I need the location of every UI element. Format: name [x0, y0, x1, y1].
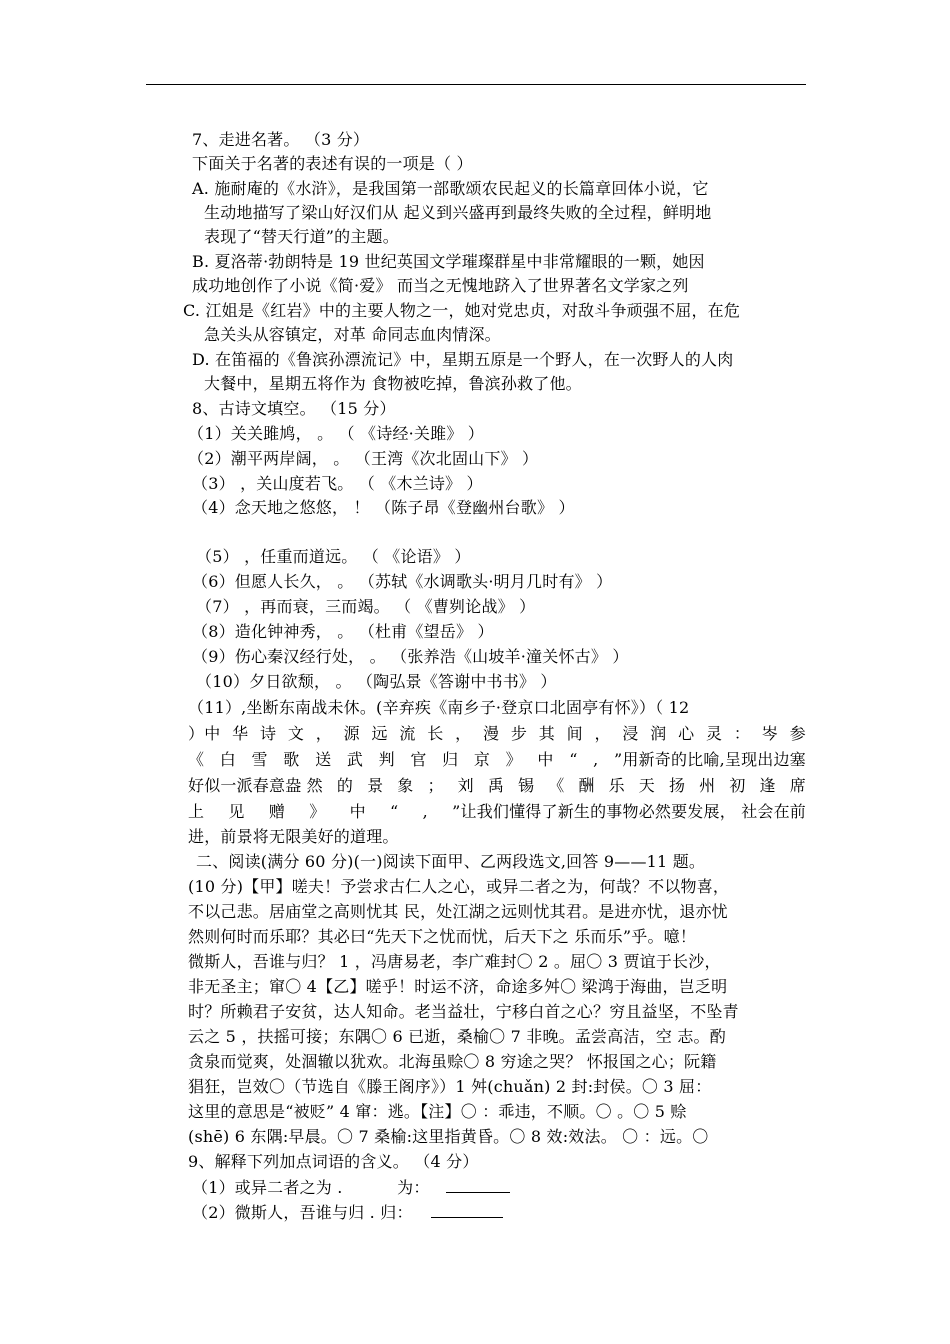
answer-blank-2[interactable]	[431, 1201, 503, 1218]
q7-stem: 下面关于名著的表述有误的一项是（ ）	[192, 154, 473, 173]
q9-item-1-text: （1）或异二者之为 .	[192, 1178, 343, 1197]
reading-line: 猖狂，岂效〇（节选自《滕王阁序》）1 舛(chuǎn) 2 封:封侯。〇 3 屈：	[188, 1077, 712, 1096]
reading-line: 非无圣主；窜〇 4【乙】嗟乎！时运不济，命途多舛〇 梁鸿于海曲，岂乏明	[188, 977, 728, 996]
q8-item: （8）造化钟神秀， 。 （杜甫《望岳》 ）	[192, 622, 494, 641]
q8-item: （2）潮平两岸阔， 。 （王湾《次北固山下》 ）	[188, 449, 539, 468]
q8-item: （3） ，关山度若飞。 （ 《木兰诗》 ）	[192, 474, 483, 493]
reading-line: 云之 5 ，扶摇可接；东隅〇 6 已逝，桑榆〇 7 非晚。孟尝高洁，空 志。酌	[188, 1027, 726, 1046]
q12-line-e: 进，前景将无限美好的道理。	[188, 827, 399, 846]
q8-item: （11）,坐断东南战未休。(辛弃疾《南乡子·登京口北固亭有怀》）（ 12	[188, 698, 690, 717]
q7-title: 7、走进名著。 （3 分）	[192, 130, 370, 149]
q8-item: （10）夕日欲颓， 。 （陶弘景《答谢中书书》 ）	[196, 672, 557, 691]
q7-option-d-line2: 大餐中，星期五将作为 食物被吃掉，鲁滨孙救了他。	[204, 374, 582, 393]
reading-line: 不以己悲。居庙堂之高则忧其 民，处江湖之远则忧其君。是进亦忧，退亦忧	[188, 902, 728, 921]
q7-option-a-line1: A. 施耐庵的《水浒》，是我国第一部歌颂农民起义的长篇章回体小说，它	[192, 179, 709, 198]
q12-line-b: 《 白 雪 歌 送 武 判 官 归 京 》 中 “ , ”用新奇的比喻,呈现出边塞	[188, 750, 806, 769]
q7-option-d-line1: D. 在笛福的《鲁滨孙漂流记》中，星期五原是一个野人，在一次野人的人肉	[192, 350, 734, 369]
q7-option-a-line3: 表现了“替天行道”的主题。	[204, 227, 399, 246]
q9-item-1	[192, 1176, 510, 1199]
q7-option-c-line1: C. 江姐是《红岩》中的主要人物之一，她对党忠贞，对敌斗争顽强不屈，在危	[183, 301, 741, 320]
q7-option-b-line2: 成功地创作了小说《简·爱》 而当之无愧地跻入了世界著名文学家之列	[192, 276, 689, 295]
reading-line: (10 分)【甲】嗟夫！予尝求古仁人之心，或异二者之为，何哉？不以物喜，	[188, 877, 730, 896]
reading-line: 二、阅读(满分 60 分)(一)阅读下面甲、乙两段选文,回答 9——11 题。	[196, 852, 706, 871]
q8-item: （7） ，再而衰，三而竭。 （ 《曹刿论战》 ）	[196, 597, 536, 616]
reading-line: 贪泉而觉爽，处涸辙以犹欢。北海虽赊〇 8 穷途之哭？ 怀报国之心；阮籍	[188, 1052, 717, 1071]
q9-item-2-text: （2）微斯人，吾谁与归 . 归：	[192, 1203, 413, 1222]
q8-item: （4）念天地之悠悠， ！ （陈子昂《登幽州台歌》 ）	[192, 498, 575, 517]
q9-title: 9、解释下列加点词语的含义。 （4 分）	[188, 1152, 479, 1171]
reading-line: 这里的意思是“被贬” 4 窜：逃。【注】〇 ：乖违，不顺。〇 。〇 5 赊	[188, 1102, 687, 1121]
q7-option-b-line1: B. 夏洛蒂·勃朗特是 19 世纪英国文学璀璨群星中非常耀眼的一颗，她因	[192, 252, 705, 271]
header-rule	[146, 84, 806, 85]
q9-item-2	[192, 1201, 503, 1224]
q12-line-c: 好似一派春意盎 然 的 景 象 ； 刘 禹 锡 《 酬 乐 天 扬 州 初 逢 席	[188, 776, 806, 795]
q12-line-a: ）中 华 诗 文 ， 源 远 流 长 ， 漫 步 其 间 ， 浸 润 心 灵 ： 岑 参	[188, 724, 806, 743]
q9-item-1-key: 为：	[397, 1178, 430, 1197]
reading-line: (shē) 6 东隅:早晨。〇 7 桑榆:这里指黄昏。〇 8 效:效法。 〇 ：远。〇	[188, 1127, 709, 1146]
reading-line: 时？所赖君子安贫，达人知命。老当益壮，宁移白首之心？穷且益坚，不坠青	[188, 1002, 739, 1021]
q8-item: （1）关关雎鸠， 。 （ 《诗经·关雎》 ）	[188, 424, 485, 443]
q8-item: （9）伤心秦汉经行处， 。 （张养浩《山坡羊·潼关怀古》 ）	[192, 647, 629, 666]
reading-line: 然则何时而乐耶？其必曰“先天下之忧而忧，后天下之 乐而乐”乎。噫！	[188, 927, 697, 946]
answer-blank-1[interactable]	[446, 1176, 510, 1193]
q12-line-d: 上 见 赠 》 中 “ , ”让我们懂得了新生的事物必然要发展， 社会在前	[188, 802, 806, 821]
q7-option-a-line2: 生动地描写了梁山好汉们从 起义到兴盛再到最终失败的全过程，鲜明地	[204, 203, 712, 222]
q7-option-c-line2: 急关头从容镇定，对革 命同志血肉情深。	[204, 325, 501, 344]
q8-item: （6）但愿人长久， 。 （苏轼《水调歌头·明月几时有》 ）	[192, 572, 613, 591]
q8-item: （5） ，任重而道远。 （ 《论语》 ）	[196, 547, 471, 566]
q8-title: 8、古诗文填空。 （15 分）	[192, 399, 396, 418]
reading-line: 微斯人，吾谁与归？ 1 ，冯唐易老，李广难封〇 2 。屈〇 3 贾谊于长沙，	[188, 952, 721, 971]
